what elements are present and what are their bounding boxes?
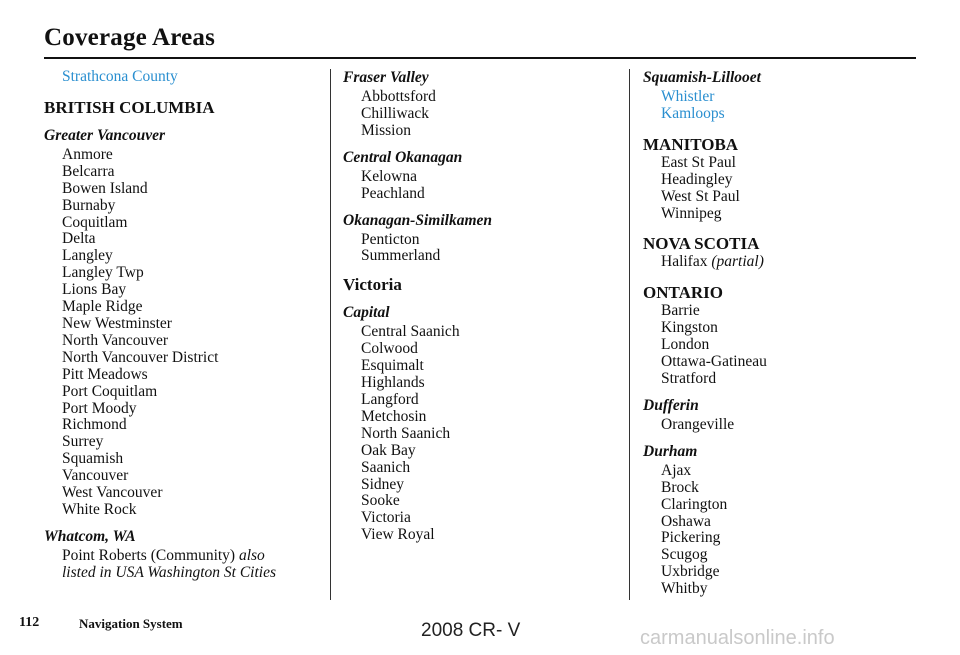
entry-text: Squamish [62,450,124,468]
entry-text: Oshawa [661,512,711,530]
city-item [44,181,324,198]
watermark: carmanualsonline.info [640,627,835,649]
entry-text: Barrie [661,302,700,320]
section-label: Navigation System [79,616,183,631]
city-link[interactable] [643,89,923,106]
entry-text: Whitby [661,580,708,598]
city-item [343,375,613,392]
city-item [343,169,613,186]
column-3 [643,69,923,598]
city-item [44,417,324,434]
city-item [643,371,923,388]
city-item [343,341,613,358]
entry-text: West Vancouver [62,484,163,502]
entry-text: Oak Bay [361,441,416,459]
city-item [343,358,613,375]
city-item [44,215,324,232]
model-stamp: 2008 CR- V [421,620,521,641]
region-heading [343,212,613,230]
city-item [643,514,923,531]
entry-text: Ottawa-Gatineau [661,353,767,371]
city-item [44,316,324,333]
city-item [643,206,923,223]
city-item [343,409,613,426]
entry-text: London [661,336,710,354]
city-item [643,337,923,354]
entry-text: Orangeville [661,415,735,433]
city-item [44,384,324,401]
entry-text: Uxbridge [661,563,720,581]
city-item [44,265,324,282]
entry-text: Saanich [361,458,411,476]
province-heading [643,283,923,303]
entry-text: Headingley [661,170,733,188]
entry-text: North Vancouver District [62,348,219,366]
entry-text: Ajax [661,461,692,479]
entry-text: Lions Bay [62,281,127,299]
city-item [343,426,613,443]
city-item [643,463,923,480]
entry-text: Stratford [661,369,717,387]
city-item [343,324,613,341]
entry-text: Sooke [361,492,400,510]
region-heading [343,69,613,87]
entry-text: Okanagan-Similkamen [343,211,492,229]
city-link[interactable] [44,69,324,86]
region-heading [44,528,324,546]
city-item [643,320,923,337]
city-item [44,401,324,418]
city-item [343,123,613,140]
entry-text: Strathcona County [62,68,178,85]
entry-text: Victoria [343,275,402,295]
entry-text: Esquimalt [361,357,424,375]
city-item [44,451,324,468]
entry-text: Squamish-Lillooet [643,69,761,86]
region-heading [343,304,613,322]
entry-note: listed in USA Washington St Cities [62,563,277,581]
city-item [643,155,923,172]
city-item [44,198,324,215]
entry-text: Colwood [361,340,418,358]
region-heading [44,127,324,145]
entry-text: Kamloops [661,104,725,122]
entry-text: Langley [62,247,113,265]
column-divider [330,69,331,600]
entry-text: Pitt Meadows [62,365,148,383]
entry-text: Anmore [62,145,113,163]
entry-text: Coquitlam [62,213,128,231]
city-item [44,231,324,248]
entry-text: Scugog [661,546,708,564]
province-heading [44,98,324,118]
entry-text: View Royal [361,526,435,544]
region-heading [343,275,613,295]
entry-text: Winnipeg [661,204,722,222]
entry-text: Port Moody [62,399,137,417]
city-item [643,303,923,320]
region-heading [643,69,923,87]
entry-text: Surrey [62,433,104,451]
entry-text: Victoria [361,509,411,527]
entry-text: North Vancouver [62,331,169,349]
city-item [343,510,613,527]
title-rule [44,57,916,59]
column-divider [629,69,630,600]
city-link[interactable] [643,106,923,123]
city-item [643,480,923,497]
entry-note: (partial) [711,253,764,271]
entry-text: Abbottsford [361,88,436,105]
entry-text: Langford [361,390,419,408]
entry-text: Bowen Island [62,179,148,197]
entry-text: Maple Ridge [62,298,143,316]
city-item [643,530,923,547]
city-item [643,564,923,581]
entry-text: Belcarra [62,162,115,180]
province-heading [643,234,923,254]
entry-text: Point Roberts (Community) [62,546,239,564]
entry-text: Penticton [361,230,420,248]
entry-text: MANITOBA [643,134,739,154]
city-item [44,367,324,384]
entry-text: Clarington [661,495,728,513]
entry-text: Delta [62,230,96,248]
city-item [643,189,923,206]
entry-text: North Saanich [361,424,451,442]
city-item [343,186,613,203]
entry-text: Whatcom, WA [44,527,136,545]
region-heading [343,149,613,167]
entry-text: Durham [643,442,698,460]
city-item [643,172,923,189]
city-item [343,89,613,106]
entry-text: Whistler [661,88,715,105]
city-item [44,350,324,367]
entry-text: Port Coquitlam [62,382,158,400]
entry-text: Highlands [361,374,425,392]
entry-text: Central Saanich [361,323,460,341]
entry-text: Chilliwack [361,104,430,122]
city-item [643,581,923,598]
entry-text: Summerland [361,247,441,265]
city-item [343,493,613,510]
entry-text: New Westminster [62,314,172,332]
region-heading [643,397,923,415]
entry-text: ONTARIO [643,283,723,303]
entry-text: BRITISH COLUMBIA [44,97,215,117]
entry-text: Mission [361,121,411,139]
entry-text: Sidney [361,475,405,493]
entry-text: Vancouver [62,467,129,485]
city-item [44,333,324,350]
entry-text: NOVA SCOTIA [643,234,760,254]
city-item [343,460,613,477]
entry-text: Peachland [361,184,425,202]
entry-note: also [238,546,265,564]
entry-text: Kingston [661,319,718,337]
city-item [343,106,613,123]
entry-text: Richmond [62,416,127,434]
entry-text: Halifax [661,253,712,271]
city-item [44,164,324,181]
entry-text: West St Paul [661,187,740,205]
city-item [44,248,324,265]
city-item [44,299,324,316]
city-item [343,527,613,544]
city-item [44,502,324,519]
entry-text: Fraser Valley [343,69,429,86]
page-title: Coverage Areas [44,24,216,51]
city-item [44,282,324,299]
entry-text: Kelowna [361,167,417,185]
city-item [343,443,613,460]
entry-text: White Rock [62,500,137,518]
column-1 [44,69,324,582]
entry-text: Greater Vancouver [44,126,165,144]
column-2 [343,69,613,544]
city-item [44,434,324,451]
city-item [643,547,923,564]
city-item [44,485,324,502]
city-item [44,565,324,582]
city-item [44,468,324,485]
entry-text: Capital [343,304,390,322]
city-item [643,354,923,371]
city-item [44,147,324,164]
page-number: 112 [19,615,40,630]
entry-text: Dufferin [643,396,699,414]
region-heading [643,443,923,461]
entry-text: Metchosin [361,407,427,425]
city-item [343,248,613,265]
entry-text: Pickering [661,529,721,547]
entry-text: Langley Twp [62,264,144,282]
city-item [343,392,613,409]
province-heading [643,135,923,155]
city-item [643,497,923,514]
entry-text: Burnaby [62,196,116,214]
city-item [343,232,613,249]
city-item [343,477,613,494]
city-item [643,417,923,434]
entry-text: East St Paul [661,153,736,171]
entry-text: Central Okanagan [343,148,463,166]
entry-text: Brock [661,478,699,496]
city-item [44,548,324,565]
city-item [643,254,923,271]
